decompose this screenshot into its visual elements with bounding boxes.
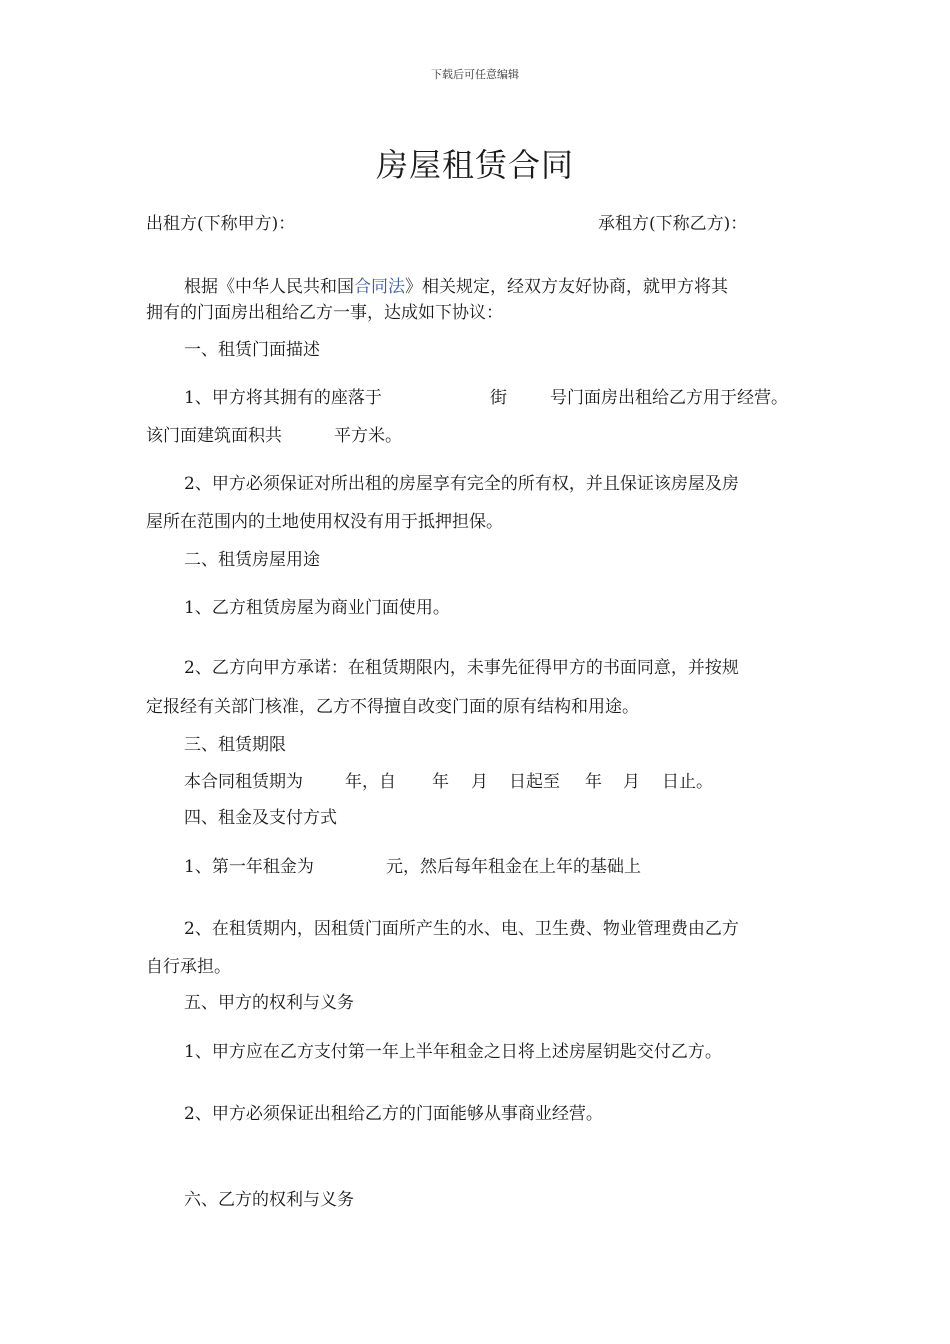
term-a: 本合同租赁期为 — [184, 772, 303, 792]
section-2-heading: 二、租赁房屋用途 — [184, 550, 320, 570]
s4-item2-line1: 2、在租赁期内，因租赁门面所产生的水、电、卫生费、物业管理费由乙方 — [184, 919, 739, 939]
s1-item2-line1: 2、甲方必须保证对所出租的房屋享有完全的所有权，并且保证该房屋及房 — [184, 474, 739, 494]
section-6-heading: 六、乙方的权利与义务 — [184, 1190, 354, 1210]
contract-law-link[interactable]: 合同法 — [354, 277, 405, 297]
s5-item1: 1、甲方应在乙方支付第一年上半年租金之日将上述房屋钥匙交付乙方。 — [184, 1042, 722, 1062]
s1-item1-b: 号门面房出租给乙方用于经营。 — [550, 388, 788, 408]
header-note: 下载后可任意编辑 — [431, 68, 519, 81]
section-4-heading: 四、租金及支付方式 — [184, 808, 337, 828]
section-5-heading: 五、甲方的权利与义务 — [184, 993, 354, 1013]
term-e: 日起至 — [509, 772, 560, 792]
s4-item1-a: 1、第一年租金为 — [184, 857, 314, 877]
page-title: 房屋租赁合同 — [375, 146, 574, 184]
s2-item1: 1、乙方租赁房屋为商业门面使用。 — [184, 598, 450, 618]
section-1-heading: 一、租赁门面描述 — [184, 340, 320, 360]
intro-suffix: 》相关规定，经双方友好协商，就甲方将其 — [405, 277, 728, 297]
s1-item1-street: 街 — [490, 388, 507, 408]
lessee-label: 承租方(下称乙方)： — [598, 214, 748, 234]
s1-item1-c: 该门面建筑面积共 — [146, 426, 282, 446]
s2-item2-line2: 定报经有关部门核准，乙方不得擅自改变门面的原有结构和用途。 — [146, 697, 639, 717]
intro-line-1 — [184, 275, 728, 299]
term-f: 年 — [585, 772, 602, 792]
term-h: 日止。 — [662, 772, 713, 792]
lessor-label: 出租方(下称甲方)： — [146, 214, 296, 234]
s2-item2-line1: 2、乙方向甲方承诺：在租赁期限内，未事先征得甲方的书面同意，并按规 — [184, 658, 739, 678]
s1-item1-a: 1、甲方将其拥有的座落于 — [184, 388, 382, 408]
term-b: 年，自 — [345, 772, 396, 792]
s1-item1-d: 平方米。 — [334, 426, 402, 446]
term-d: 月 — [471, 772, 488, 792]
term-g: 月 — [623, 772, 640, 792]
s1-item2-line2: 屋所在范围内的土地使用权没有用于抵押担保。 — [146, 512, 503, 532]
intro-line-2: 拥有的门面房出租给乙方一事，达成如下协议： — [146, 303, 503, 323]
term-c: 年 — [432, 772, 449, 792]
intro-prefix: 根据《中华人民共和国 — [184, 277, 354, 297]
s5-item2: 2、甲方必须保证出租给乙方的门面能够从事商业经营。 — [184, 1104, 603, 1124]
s4-item1-b: 元，然后每年租金在上年的基础上 — [386, 857, 641, 877]
section-3-heading: 三、租赁期限 — [184, 735, 286, 755]
s4-item2-line2: 自行承担。 — [146, 957, 231, 977]
